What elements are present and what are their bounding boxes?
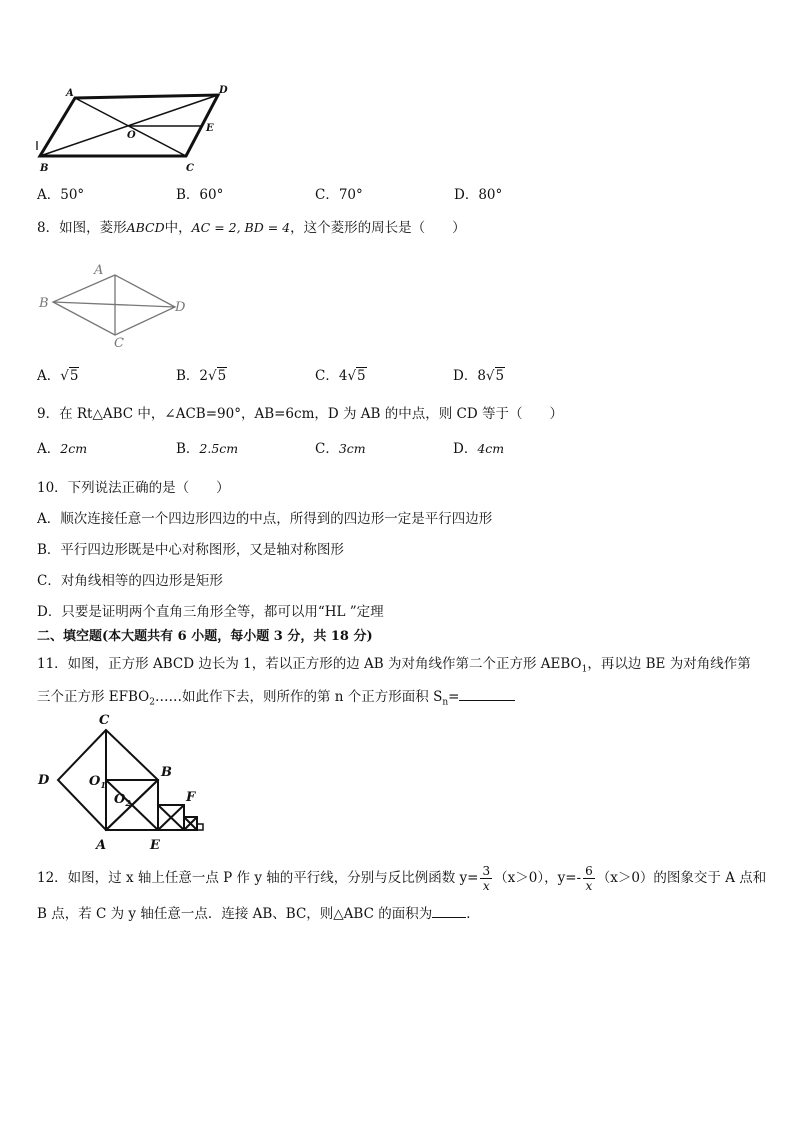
q7-option-b: B．60° (176, 187, 224, 203)
q7-option-d: D．80° (454, 187, 503, 203)
fraction-3-over-x: $\frac{3}{x}$ (482, 863, 491, 893)
q11-nested-squares-figure (34, 710, 204, 855)
q9-option-a: A．2cm (37, 441, 88, 457)
diagonal-ac (75, 98, 186, 156)
label-d: D (175, 300, 186, 315)
q10-option-a: A．顺次连接任意一个四边形四边的中点，所得到的四边形一定是平行四边形 (37, 511, 493, 527)
q7-option-a: A．50° (37, 187, 85, 203)
label-d: D (219, 85, 228, 96)
q8-option-a: A．√5 (37, 368, 79, 384)
section-heading: 二、填空题(本大题共有 6 小题，每小题 3 分，共 18 分) (37, 629, 373, 644)
q9-option-c: C．3cm (315, 441, 366, 457)
q12-line1: 12．如图，过 x 轴上任意一点 P 作 y 轴的平行线，分别与反比例函数 y= $\frac{3}{x}$ （x＞0），y=- $\frac{6}{x}$ （x＞0）的图象交于 A 点和 (37, 863, 767, 893)
label-c: C (99, 713, 110, 728)
label-c: C (186, 163, 194, 174)
label-o: O (127, 130, 136, 141)
q9-option-b: B．2.5cm (176, 441, 239, 457)
q10-option-d: D．只要是证明两个直角三角形全等，都可以用“HL ”定理 (37, 604, 384, 620)
q9-stem: 9．在 Rt△ABC 中，∠ACB=90°，AB=6cm，D 为 AB 的中点，则 CD 等于（ ） (37, 406, 563, 422)
sqrt-icon: √ (60, 368, 69, 384)
label-a: A (94, 263, 104, 278)
q8-option-b: B．2√5 (176, 368, 227, 384)
diagonal-bd (53, 302, 175, 307)
label-o2: $O_2$ (114, 792, 131, 808)
label-b: B (161, 765, 172, 780)
answer-blank[interactable] (432, 917, 466, 918)
label-o1: $O_1$ (89, 774, 106, 790)
q7-parallelogram-figure (30, 80, 245, 175)
q8-rhombus-figure (36, 258, 196, 350)
q9-option-d: D．4cm (453, 441, 505, 457)
label-e: E (150, 838, 160, 853)
label-b: B (39, 296, 49, 311)
label-f: F (186, 790, 196, 805)
q7-option-c: C．70° (315, 187, 363, 203)
label-a: A (96, 838, 107, 853)
sqrt-icon: √ (347, 368, 357, 384)
q8-stem: 8．如图，菱形ABCD中，AC = 2, BD = 4，这个菱形的周长是（ ） (37, 220, 466, 236)
q11-line2: 三个正方形 $EFBO_2\dots\dots$如此作下去，则所作的第 n 个正方形面积 $S_n=$ (37, 688, 515, 712)
q11-line1: 11．如图，正方形 ABCD 边长为 1，若以正方形的边 AB 为对角线作第二个正方形 $AEBO_1$，再以边 BE 为对角线作第 (37, 656, 751, 675)
label-c: C (114, 336, 124, 350)
label-d: D (38, 773, 50, 788)
sqrt-icon: √ (208, 368, 217, 384)
q8-option-d: D．8√5 (453, 368, 505, 384)
q8-option-c: C．4√5 (315, 368, 366, 384)
q10-stem: 10．下列说法正确的是（ ） (37, 480, 230, 496)
label-e: E (206, 123, 214, 134)
q10-option-b: B．平行四边形既是中心对称图形，又是轴对称图形 (37, 542, 344, 558)
q10-option-c: C．对角线相等的四边形是矩形 (37, 573, 223, 589)
q12-line2: B 点，若 C 为 y 轴任意一点．连接 AB、BC，则△ABC 的面积为 ． (37, 906, 480, 922)
fraction-6-over-x: $\frac{6}{x}$ (585, 863, 593, 893)
label-a: A (66, 88, 74, 99)
sqrt-icon: √ (485, 368, 495, 384)
label-b: B (40, 163, 49, 174)
answer-blank[interactable] (459, 700, 515, 701)
